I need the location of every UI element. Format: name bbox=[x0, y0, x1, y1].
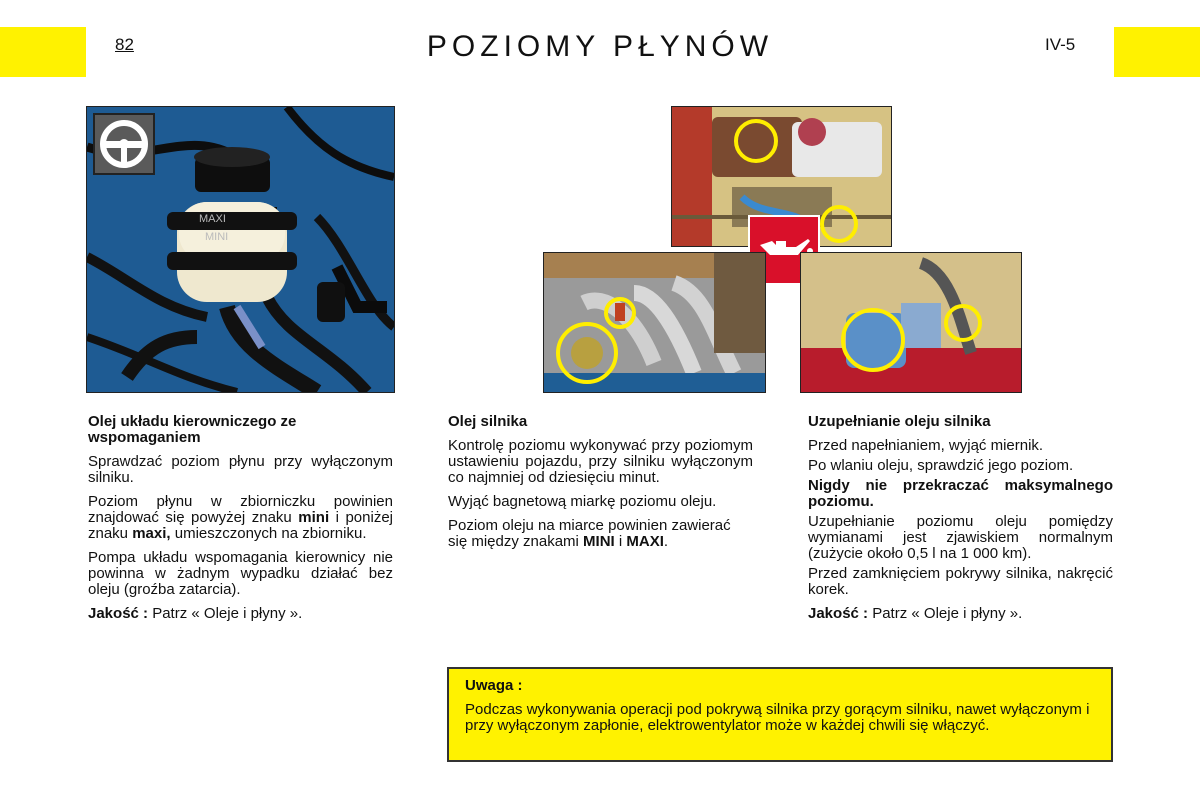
text-run: . bbox=[663, 533, 669, 550]
steering-fluid-paragraph-1: Sprawdzać poziom płynu przy wyłączonym silniku. bbox=[88, 453, 393, 486]
page-title: POZIOMY PŁYNÓW bbox=[426, 30, 774, 63]
steering-fluid-quality bbox=[88, 606, 393, 622]
right-yellow-tab bbox=[1114, 27, 1200, 77]
maxi-mark-text: MAXI bbox=[626, 533, 664, 550]
text-run: umieszczonych na zbiorniku. bbox=[170, 525, 367, 542]
engine-oil-heading: Olej silnika bbox=[448, 413, 528, 430]
steering-fluid-heading: Olej układu kierowniczego ze wspomaganiem bbox=[88, 413, 297, 446]
maxi-mark-text: maxi, bbox=[132, 525, 171, 542]
oil-refill-paragraph-4: Uzupełnianie poziomu oleju pomiędzy wymianami jest zjawiskiem normalnym (zużycie około 0,5 l na 1 000 km). bbox=[808, 513, 1113, 562]
section-code: IV-5 bbox=[1045, 35, 1076, 54]
engine-dipstick-illustration-left bbox=[543, 252, 766, 393]
oil-refill-paragraph-5: Przed zamknięciem pokrywy silnika, nakręcić korek. bbox=[808, 565, 1113, 598]
reservoir-maxi-mark: MAXI bbox=[199, 213, 226, 225]
text-run: i poniżej znaku bbox=[88, 509, 393, 542]
steering-fluid-paragraph-2 bbox=[88, 494, 393, 542]
mini-mark-text: MINI bbox=[583, 533, 615, 550]
quality-text: Patrz « Oleje i płyny ». bbox=[868, 605, 1023, 622]
steering-fluid-section bbox=[88, 414, 393, 630]
engine-dipstick-illustration-right bbox=[800, 252, 1022, 393]
engine-oil-paragraph-1: Kontrolę poziomu wykonywać przy poziomym ustawieniu pojazdu, przy silniku wyłączonym co najmniej od dziesięciu minut. bbox=[448, 437, 753, 486]
text-run: i bbox=[614, 533, 627, 550]
oil-refill-paragraph-2: Po wlaniu oleju, sprawdzić jego poziom. bbox=[808, 457, 1074, 474]
steering-wheel-icon bbox=[93, 113, 155, 175]
steering-fluid-reservoir-illustration bbox=[86, 106, 395, 393]
engine-oil-paragraph-3 bbox=[448, 518, 753, 550]
left-yellow-tab bbox=[0, 27, 86, 77]
warning-text: Podczas wykonywania operacji pod pokrywą silnika przy gorącym silniku, nawet wyłączonym i przy wyłączonym zapłonie, elektrowentylator może w każdej chwili się włączyć. bbox=[465, 701, 1090, 734]
engine-oil-paragraph-2: Wyjąć bagnetową miarkę poziomu oleju. bbox=[448, 493, 717, 510]
oil-refill-heading: Uzupełnianie oleju silnika bbox=[808, 413, 991, 430]
engine-oil-section bbox=[448, 414, 753, 558]
page-number: 82 bbox=[115, 35, 134, 54]
text-run: Poziom płynu w zbiorniczku powinien znajdować się powyżej znaku bbox=[88, 493, 393, 526]
reservoir-mini-mark: MINI bbox=[205, 231, 229, 243]
oil-refill-paragraph-1: Przed napełnianiem, wyjąć miernik. bbox=[808, 437, 1044, 454]
oil-refill-section bbox=[808, 414, 1113, 630]
mini-mark-text: mini bbox=[298, 509, 330, 526]
steering-fluid-paragraph-3: Pompa układu wspomagania kierownicy nie powinna w żadnym wypadku działać bez oleju (groźba zatarcia). bbox=[88, 549, 393, 598]
oil-refill-quality bbox=[808, 606, 1113, 622]
quality-label: Jakość : bbox=[88, 605, 149, 622]
warning-box bbox=[447, 667, 1113, 762]
quality-label: Jakość : bbox=[808, 605, 869, 622]
oil-refill-paragraph-3: Nigdy nie przekraczać maksymalnego poziomu. bbox=[808, 477, 1113, 510]
warning-heading: Uwaga : bbox=[465, 677, 523, 694]
text-run: Poziom oleju na miarce powinien zawierać się między znakami bbox=[448, 517, 731, 550]
quality-text: Patrz « Oleje i płyny ». bbox=[148, 605, 303, 622]
